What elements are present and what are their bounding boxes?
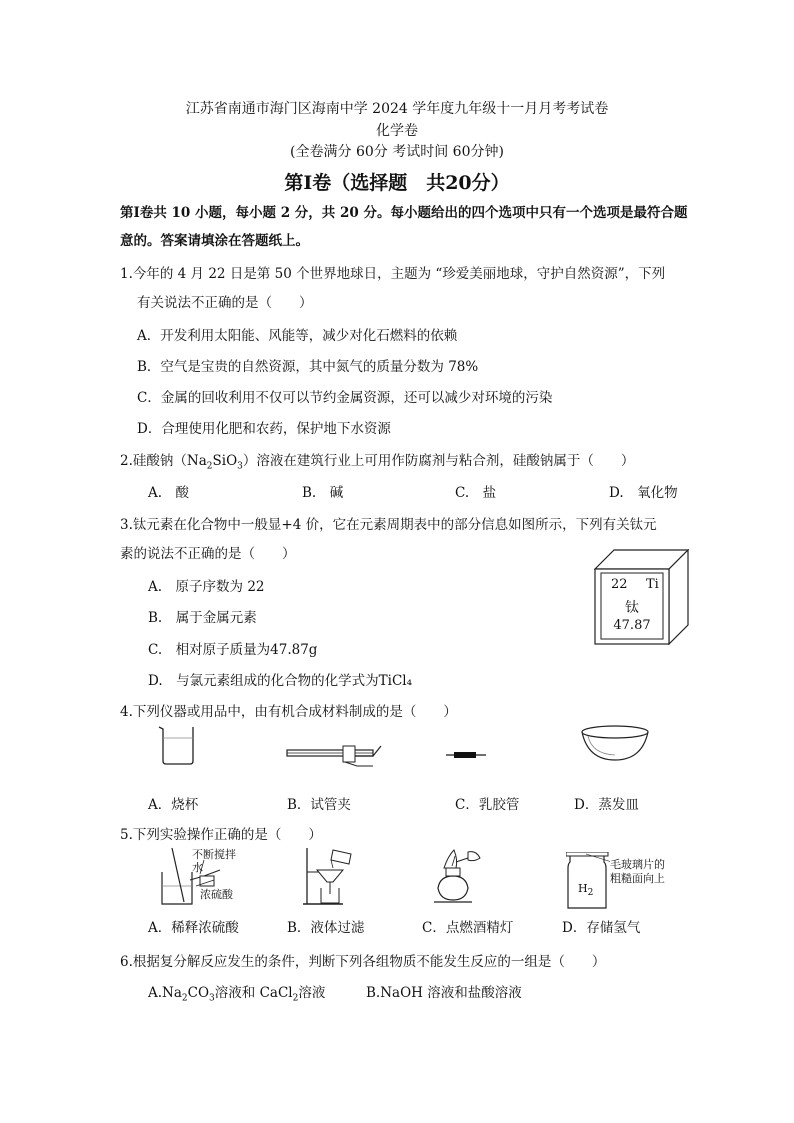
q3-option-b: B. 属于金属元素 [148,610,257,626]
q4-stem: 4.下列仪器或用品中，由有机合成材料制成的是（ ） [120,704,457,720]
evaporating-dish-icon [580,724,650,764]
q6-option-a-mid: CO [187,985,210,1001]
q3-option-a: A. 原子序数为 22 [148,579,265,595]
q2-option-d: D. 氧化物 [609,485,678,501]
element-name: 钛 [625,600,639,616]
rubber-tube-icon [446,748,486,762]
q1-stem-line1: 1.今年的 4 月 22 日是第 50 个世界地球日，主题为 “珍爱美丽地球，守护自然资源”，下列 [120,266,666,282]
beaker-icon [156,724,198,766]
q1-option-a: A．开发利用太阳能、风能等，减少对化石燃料的依赖 [137,328,458,344]
q6-option-a-sub1: 2 [181,993,188,1004]
exam-subject: 化学卷 [376,123,418,139]
q2-option-b: B. 碱 [302,485,344,501]
element-atomic-number: 22 [611,577,628,592]
q5-option-c: C．点燃酒精灯 [422,920,514,936]
q3-stem-line1: 3.钛元素在化合物中一般显+4 价，它在元素周期表中的部分信息如图所示，下列有关钛元 [120,517,657,533]
dilution-label-stir: 不断搅拌 [192,848,236,861]
dilution-label-water: 水 [192,861,203,874]
q6-option-a-sub3: 2 [292,993,299,1004]
q6-option-a-mid2: 溶液和 CaCl [214,985,293,1001]
section-title: 第Ⅰ卷（选择题 共20分） [284,172,510,194]
q2-formula-si: SiO [212,453,238,469]
exam-info: (全卷满分 60分 考试时间 60分钟) [290,144,504,160]
q1-stem-line2: 有关说法不正确的是（ ） [137,295,313,311]
q2-stem [120,449,634,472]
gas-jar-icon [566,852,610,910]
q2-formula-na: Na [186,453,207,469]
element-symbol: Ti [646,577,659,592]
q2-option-a: A. 酸 [148,485,190,501]
q4-option-b: B．试管夹 [287,797,351,813]
q4-option-c: C．乳胶管 [455,797,520,813]
q5-option-b: B．液体过滤 [287,920,365,936]
q4-option-d: D．蒸发皿 [574,797,639,813]
titanium-element-card [594,549,690,645]
filtration-apparatus-icon [303,846,367,908]
q2-stem-suffix: ）溶液在建筑行业上可用作防腐剂与粘合剂，硅酸钠属于（ ） [242,453,635,469]
exam-title: 江苏省南通市海门区海南中学 2024 学年度九年级十一月月考考试卷 [185,101,609,117]
q6-option-a-sub2: 3 [209,993,215,1004]
q2-formula-sub2: 3 [237,461,243,472]
q6-option-a [148,981,325,1004]
section-instruction-line1: 第Ⅰ卷共 10 小题，每小题 2 分，共 20 分。每小题给出的四个选项中只有一个选项是最符合题 [120,205,688,221]
q3-stem-line2: 素的说法不正确的是（ ） [120,546,296,562]
gas-jar-h: H [578,882,588,895]
q2-stem-prefix: 2.硅酸钠（ [120,453,187,469]
q6-option-b: B.NaOH 溶液和盐酸溶液 [366,985,522,1001]
q1-option-c: C．金属的回收利用不仅可以节约金属资源，还可以减少对环境的污染 [137,390,553,406]
test-tube-clamp-icon [285,740,385,770]
q1-option-d: D．合理使用化肥和农药，保护地下水资源 [137,421,391,437]
gas-jar-label [578,882,593,898]
q3-option-c: C. 相对原子质量为47.87g [148,642,318,658]
q2-formula-sub1: 2 [206,461,213,472]
dilution-figure [160,846,270,908]
element-mass: 47.87 [613,618,651,633]
dilution-label-acid: 浓硫酸 [200,888,233,901]
gas-jar-note-line2: 粗糙面向上 [610,872,665,885]
gas-jar-figure [566,852,686,910]
q6-stem: 6.根据复分解反应发生的条件，判断下列各组物质不能发生反应的一组是（ ） [120,954,606,970]
gas-jar-note-line1: 毛玻璃片的 [610,858,665,871]
q4-option-a: A．烧杯 [148,797,199,813]
q6-option-a-prefix: A.Na [148,985,182,1001]
q3-option-d: D. 与氯元素组成的化合物的化学式为TiCl₄ [148,673,413,689]
q5-stem: 5.下列实验操作正确的是（ ） [120,827,322,843]
section-instruction-line2: 意的。答案请填涂在答题纸上。 [120,233,309,249]
alcohol-lamp-icon [434,848,496,908]
q5-option-a: A．稀释浓硫酸 [148,920,239,936]
q1-option-b: B．空气是宝贵的自然资源，其中氮气的质量分数为 78% [137,359,479,375]
q6-option-a-suffix: 溶液 [298,985,326,1001]
q2-option-c: C. 盐 [455,485,497,501]
q5-option-d: D．存储氢气 [562,920,641,936]
gas-jar-h-sub: 2 [587,888,594,899]
